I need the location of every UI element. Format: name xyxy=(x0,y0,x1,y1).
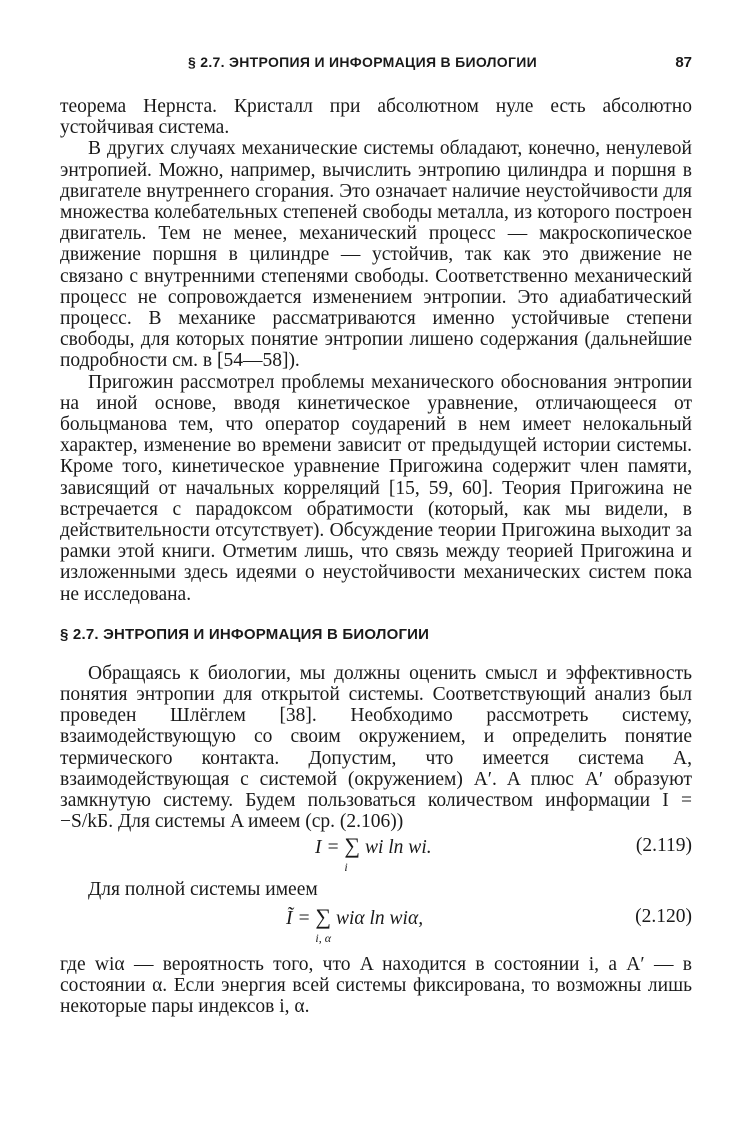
sum-index: i, α xyxy=(315,930,332,945)
equation-2-120-body xyxy=(286,903,424,945)
sum-symbol: ∑ i xyxy=(344,835,360,856)
running-head xyxy=(60,54,692,78)
equation-2-119-number: (2.119) xyxy=(635,834,692,856)
equation-2-119-term: wi ln wi. xyxy=(364,836,432,858)
equation-2-119-lhs: I = xyxy=(315,836,345,858)
paragraph-1: теорема Нернста. Кристалл при абсолютном нуле есть абсолютно устойчивая система. xyxy=(60,96,692,139)
paragraph-3: Пригожин рассмотрел проблемы механического обоснования энтропии на иной основе, вводя кинетическое уравнение, отличающееся от больцманова тем, что оператор соударений в нем имеет нелокальный характер, изменение во времени зависит от предыдущей истории системы. Кроме того, кинетическое уравнение Пригожина содержит член памяти, зависящий от начальных корреляций [15, 59, 60]. Теория Пригожина не встречается с парадоксом обратимости (который, как мы видели, в действительности отсутствует). Обсуждение теории Пригожина выходит за рамки этой книги. Отметим лишь, что связь между теорией Пригожина и изложенными здесь идеями о неустойчивости механических систем пока не исследована. xyxy=(60,371,692,605)
paragraph-5: Для полной системы имеем xyxy=(88,878,318,900)
page-number: 87 xyxy=(675,54,692,71)
paragraph-6: где wiα — вероятность того, что A находится в состоянии i, а A′ — в состоянии α. Если энергия всей системы фиксирована, то возможны лишь некоторые пары индексов i, α. xyxy=(60,953,692,1018)
body-text xyxy=(60,96,692,1017)
paragraph-2: В других случаях механические системы обладают, конечно, ненулевой энтропией. Можно, например, вычислить энтропию цилиндра и поршня в двигателе внутреннего сгорания. Это означает наличие неустойчивости для множества колебательных степеней свободы металла, из которого построен двигатель. Тем не менее, механический процесс — макроскопическое движение поршня в цилиндре — устойчив, так как это движение не связано с внутренними степенями свободы. Соответственно механический процесс не сопровождается изменением энтропии. Это адиабатический процесс. В механике рассматриваются именно устойчивые степени свободы, для которых понятие энтропии лишено содержания (дальнейшие подробности см. в [54—58]). xyxy=(60,138,692,372)
equation-2-120-term: wiα ln wiα, xyxy=(335,907,424,929)
section-heading: § 2.7. ЭНТРОПИЯ И ИНФОРМАЦИЯ В БИОЛОГИИ xyxy=(60,625,430,643)
running-title: § 2.7. ЭНТРОПИЯ И ИНФОРМАЦИЯ В БИОЛОГИИ xyxy=(188,54,537,70)
sum-symbol: ∑ i, α xyxy=(315,906,331,927)
equation-2-119 xyxy=(60,833,692,877)
paragraph-4: Обращаясь к биологии, мы должны оценить смысл и эффективность понятия энтропии для открытой системы. Соответствующий анализ был проведен Шлёглем [38]. Необходимо рассмотреть систему, взаимодействующую со своим окружением, и определить понятие термического контакта. Допустим, что имеется система A, взаимодействующая с системой (окружением) A′. A плюс A′ образуют замкнутую систему. Будем пользоваться количеством информации I = −S/kБ. Для системы A имеем (ср. (2.106)) xyxy=(60,662,692,833)
equation-2-120-lhs: Ĩ = xyxy=(286,907,316,929)
equation-2-120-number: (2.120) xyxy=(635,905,692,927)
equation-2-119-body xyxy=(315,832,432,874)
sum-index: i xyxy=(344,859,348,874)
equation-2-120 xyxy=(60,904,692,954)
